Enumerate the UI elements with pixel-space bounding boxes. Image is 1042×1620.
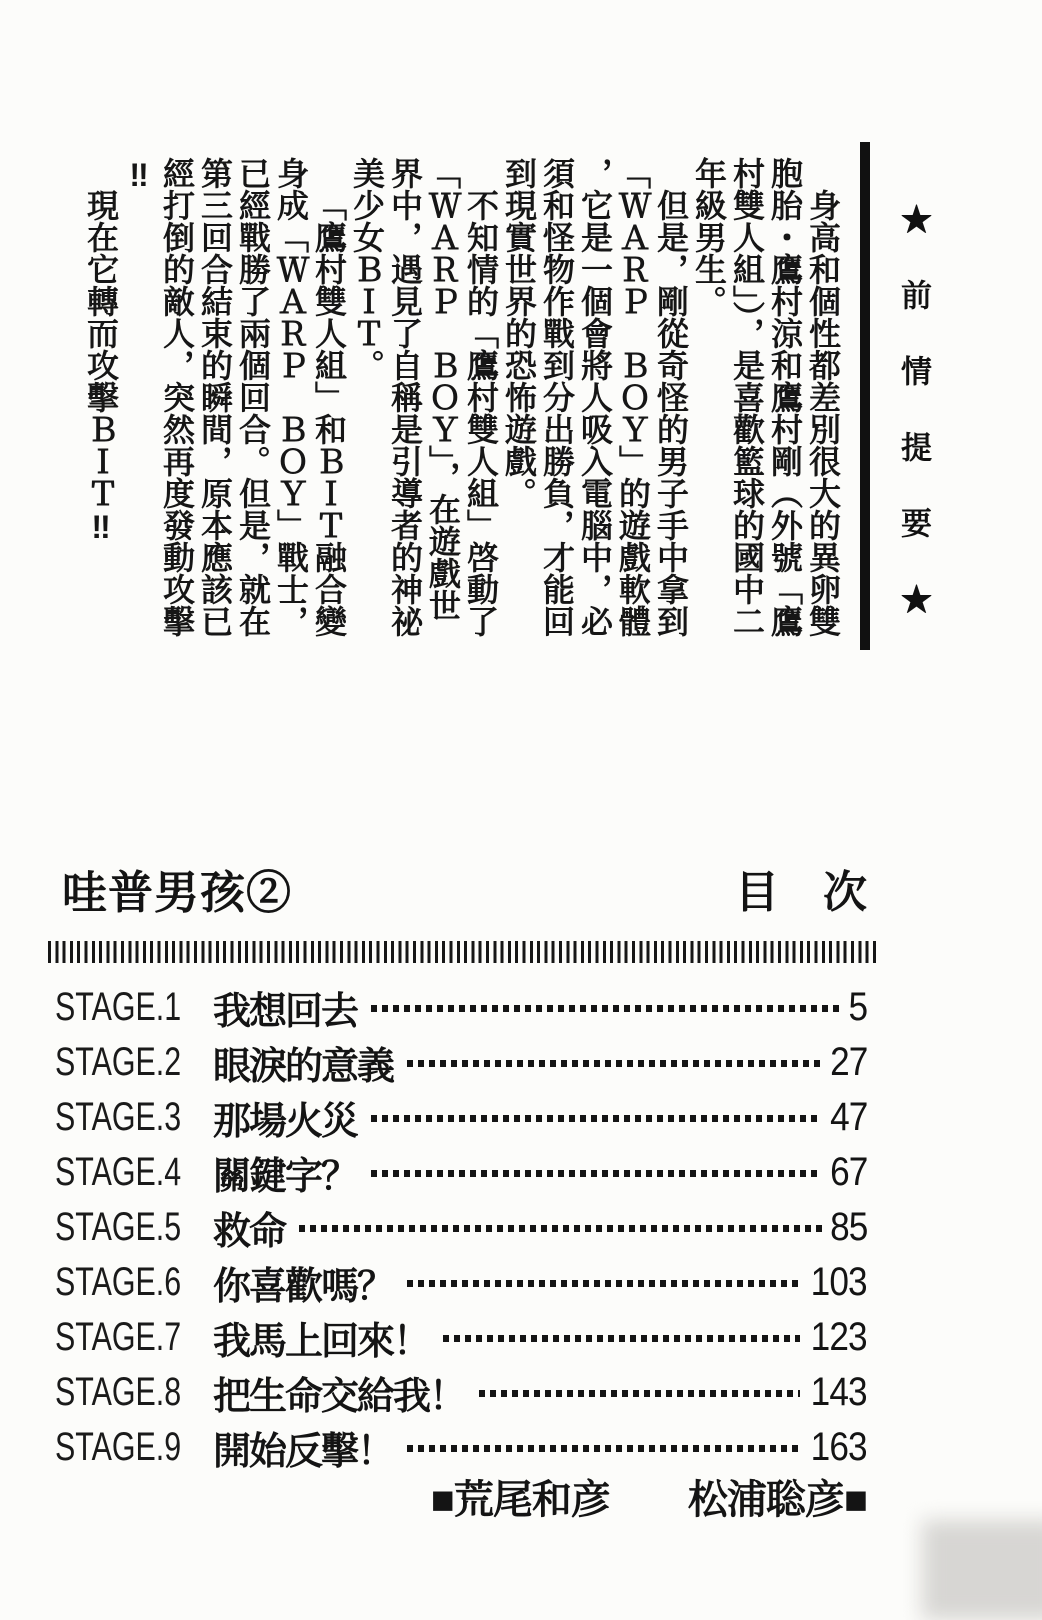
toc-entry — [55, 1310, 867, 1365]
stage-label: STAGE.2 — [55, 1040, 182, 1084]
page-number: 143 — [810, 1370, 867, 1414]
dot-leader — [371, 1115, 821, 1122]
page-number: 163 — [810, 1425, 867, 1469]
stage-label: STAGE.3 — [55, 1095, 182, 1139]
toc-entry — [55, 980, 867, 1035]
toc-entry — [55, 1365, 867, 1420]
page-number: 103 — [810, 1260, 867, 1304]
dot-leader — [371, 1170, 821, 1177]
toc-entry — [55, 1035, 867, 1090]
chapter-title: 救命 — [213, 1211, 286, 1253]
page-number: 5 — [848, 985, 867, 1029]
chapter-title: 那場火災 — [213, 1101, 358, 1143]
dot-leader — [299, 1225, 821, 1232]
stage-label: STAGE.4 — [55, 1150, 182, 1194]
stage-label: STAGE.6 — [55, 1260, 182, 1304]
toc-entry — [55, 1420, 867, 1475]
dot-leader — [371, 1005, 843, 1012]
stage-label: STAGE.5 — [55, 1205, 182, 1249]
dot-leader — [407, 1060, 821, 1067]
dot-leader — [407, 1445, 800, 1452]
stage-label: STAGE.7 — [55, 1315, 182, 1359]
toc-label: 目 次 — [735, 868, 867, 917]
dot-leader — [443, 1335, 800, 1342]
synopsis-paragraph: 但是，剛從奇怪的男子手中拿到「ＷＡＲＰ ＢＯＹ」的遊戲軟體，它是一個會將人吸入電腦中，必須和怪物作戰到分出勝負，才能回到現實世界的恐怖遊戲。 — [501, 157, 689, 637]
scan-shadow — [922, 1520, 1042, 1620]
prologue-header: ★前情提要★ — [896, 203, 931, 659]
synopsis-paragraph: 「鷹村雙人組」和ＢＩＴ融合變身成「ＷＡＲＰ ＢＯＹ」戰士，已經戰勝了兩個回合。但是，就在第三回合結束的瞬間，原本應該已經打倒的敵人，突然再度發動攻擊‼ — [121, 157, 347, 637]
page-number: 67 — [829, 1150, 867, 1194]
chapter-title: 關鍵字？ — [213, 1156, 358, 1198]
chapter-title: 把生命交給我！ — [213, 1376, 466, 1418]
toc-entry — [55, 1090, 867, 1145]
page-number: 47 — [829, 1095, 867, 1139]
toc-list — [55, 980, 867, 1475]
dot-leader — [407, 1280, 800, 1287]
chapter-title: 開始反擊！ — [213, 1431, 394, 1473]
stage-label: STAGE.9 — [55, 1425, 182, 1469]
toc-entry — [55, 1255, 867, 1310]
authors-line: ■荒尾和彦 松浦聡彦■ — [430, 1478, 867, 1522]
striped-divider — [48, 941, 877, 963]
toc-entry — [55, 1200, 867, 1255]
chapter-title: 我馬上回來！ — [213, 1321, 430, 1363]
synopsis-paragraph: 現在它轉而攻擊ＢＩＴ‼ — [83, 189, 119, 545]
toc-entry — [55, 1145, 867, 1200]
stage-label: STAGE.8 — [55, 1370, 182, 1414]
chapter-title: 你喜歡嗎？ — [213, 1266, 394, 1308]
page-number: 27 — [829, 1040, 867, 1084]
synopsis-paragraph: 身高和個性都差別很大的異卵雙胞胎・鷹村涼和鷹村剛（外號「鷹村雙人組」），是喜歡籃球的國中二年級男生。 — [691, 157, 841, 637]
synopsis-paragraph: 不知情的「鷹村雙人組」啓動了「ＷＡＲＰ ＢＯＹ」，在遊戲世界中，遇見了自稱是引導者的神祕美少女ＢＩＴ。 — [349, 157, 499, 637]
toc-header — [62, 868, 867, 918]
synopsis-text — [82, 157, 842, 641]
stage-label: STAGE.1 — [55, 985, 182, 1029]
dot-leader — [479, 1390, 800, 1397]
book-title: 哇普男孩② — [62, 867, 293, 918]
vertical-divider-bar — [860, 142, 870, 650]
page-number: 85 — [829, 1205, 867, 1249]
page-number: 123 — [810, 1315, 867, 1359]
chapter-title: 眼淚的意義 — [213, 1046, 394, 1088]
chapter-title: 我想回去 — [213, 991, 358, 1033]
